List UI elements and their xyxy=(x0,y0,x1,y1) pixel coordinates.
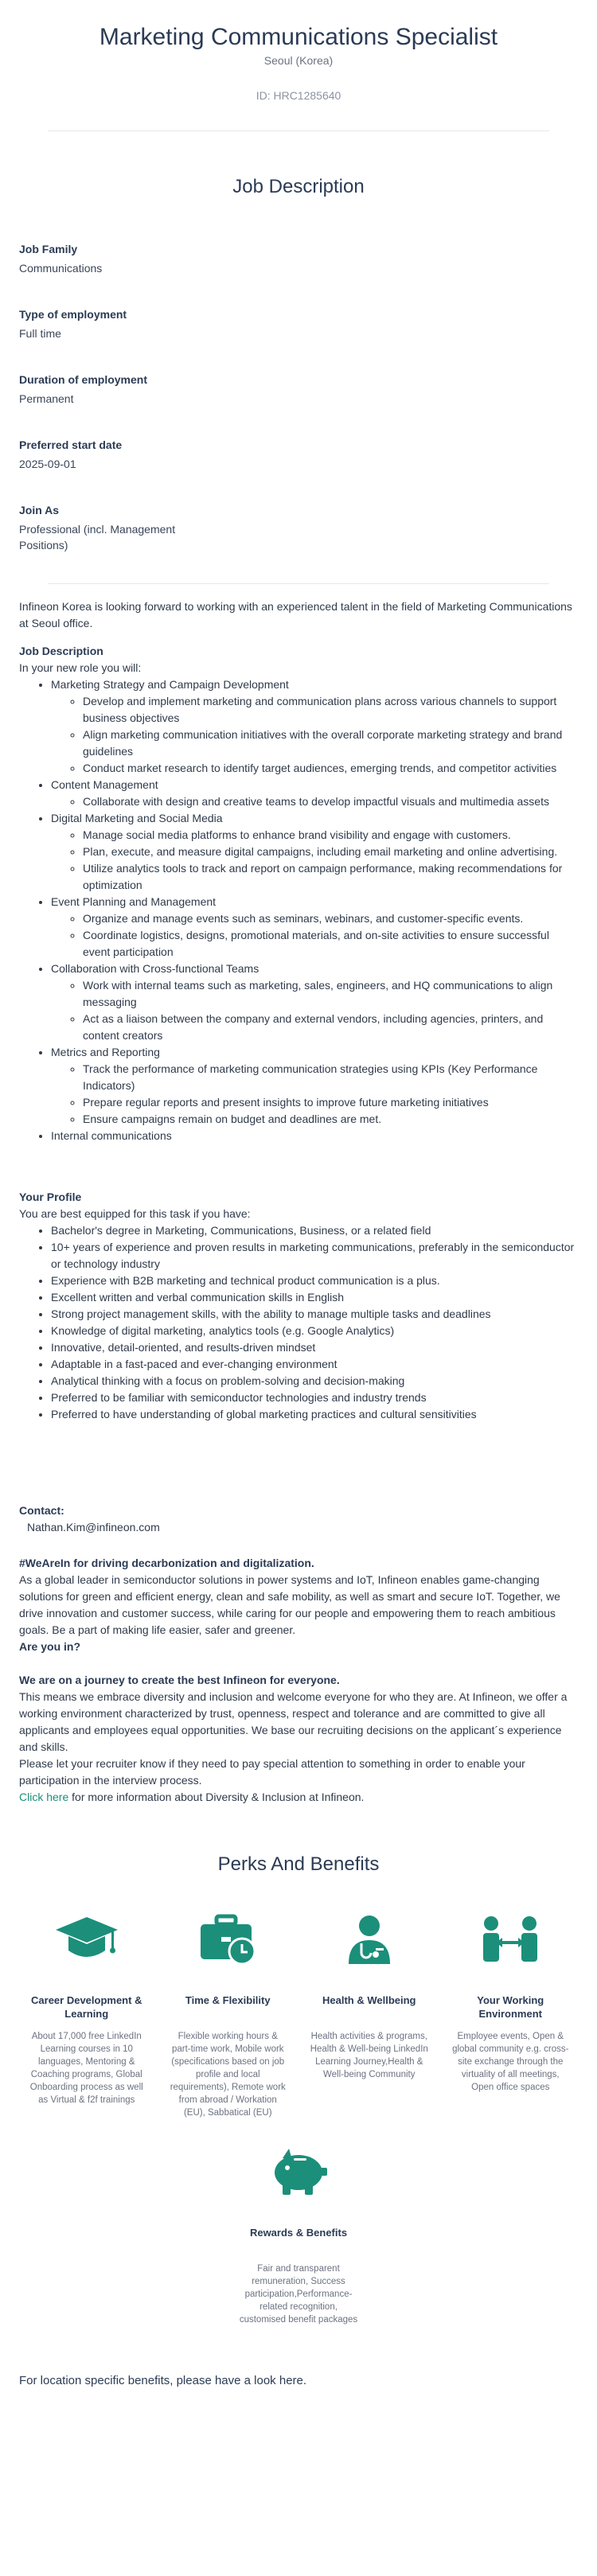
perk-description: Fair and transparent remuneration, Success participation,Performance-related recognition, customised benefit packages xyxy=(239,2264,358,2325)
perk-health xyxy=(310,1911,429,2119)
job-description-title: Job Description xyxy=(19,645,103,657)
fact-value: Professional (incl. Management Positions) xyxy=(19,523,176,551)
diversity-block xyxy=(19,1672,578,1806)
sub-list xyxy=(51,977,578,1044)
about-title: #WeAreIn for driving decarbonization and digitalization. xyxy=(19,1557,314,1569)
perk-title: Time & Flexibility xyxy=(185,1994,271,2006)
sub-list-item: ◦ Align marketing communication initiatives with the overall corporate marketing strategy and brand guidelines xyxy=(83,727,578,760)
job-description-block xyxy=(19,643,578,1144)
contact-label: Contact: xyxy=(19,1504,64,1517)
job-id: ID: HRC1285640 xyxy=(256,89,341,102)
job-body xyxy=(0,598,597,1806)
fact-job-family xyxy=(19,241,202,276)
fact-value: Communications xyxy=(19,262,103,275)
perk-description: Employee events, Open & global community e.g. cross-site exchange through the virtuality of all meetings, Open office spaces xyxy=(452,2032,569,2092)
fact-label: Join As xyxy=(19,504,60,516)
sub-list xyxy=(51,793,578,810)
diversity-link-line xyxy=(19,1789,578,1806)
fact-join-as xyxy=(19,502,202,553)
list-item xyxy=(51,961,578,1044)
perk-time xyxy=(168,1911,287,2119)
piggy-bank-icon xyxy=(239,2143,358,2200)
divider xyxy=(48,583,549,584)
sub-list xyxy=(51,827,578,894)
perk-title: Your Working Environment xyxy=(477,1994,544,2020)
item-label: Internal communications xyxy=(51,1129,172,1142)
sub-list-item: ◦ Coordinate logistics, designs, promotional materials, and on-site activities to ensure successful event participation xyxy=(83,927,578,961)
item-label: Digital Marketing and Social Media xyxy=(51,812,223,824)
sub-list-item: ◦ Ensure campaigns remain on budget and deadlines are met. xyxy=(83,1111,578,1128)
list-item xyxy=(51,810,578,894)
list-item xyxy=(51,1128,578,1144)
about-block xyxy=(19,1555,578,1655)
item-label: Content Management xyxy=(51,778,158,791)
fact-start-date xyxy=(19,437,202,472)
sub-list xyxy=(51,693,578,777)
perk-rewards xyxy=(239,2143,358,2326)
perk-description: Health activities & programs, Health & Well-being LinkedIn Learning Journey,Health & Well-being Community xyxy=(310,2032,428,2079)
profile-title: Your Profile xyxy=(19,1191,82,1203)
fact-value: Full time xyxy=(19,327,61,340)
list-item xyxy=(51,894,578,961)
diversity-title: We are on a journey to create the best Infineon for everyone. xyxy=(19,1674,340,1686)
list-item: • Strong project management skills, with the ability to manage multiple tasks and deadlines xyxy=(51,1306,578,1323)
sub-list-item: ◦ Organize and manage events such as seminars, webinars, and customer-specific events. xyxy=(83,910,578,927)
sub-list-item: ◦ Work with internal teams such as marketing, sales, engineers, and HQ communications to align messaging xyxy=(83,977,578,1011)
fact-type-of-employment xyxy=(19,306,202,341)
list-item: • Preferred to have understanding of global marketing practices and cultural sensitivities xyxy=(51,1406,578,1423)
sub-list xyxy=(51,910,578,961)
list-item: • Adaptable in a fast-paced and ever-changing environment xyxy=(51,1356,578,1373)
fact-label: Job Family xyxy=(19,243,78,255)
sub-list-item: ◦ Manage social media platforms to enhance brand visibility and engage with customers. xyxy=(83,827,578,844)
list-item xyxy=(51,777,578,810)
sub-list-item: ◦ Plan, execute, and measure digital campaigns, including email marketing and online advertising. xyxy=(83,844,578,860)
diversity-text: This means we embrace diversity and inclusion and welcome everyone for who they are. At Infineon, we offer a working environment characterized by trust, openness, respect and tolerance and are committed to give all applicants and employees equal opportunities. We base our recruiting decisions on the applicant´s experience and skills. xyxy=(19,1690,568,1753)
job-title: Marketing Communications Specialist xyxy=(99,24,498,50)
list-item: • 10+ years of experience and proven results in marketing communications, preferably in the semiconductor or technology industry xyxy=(51,1239,578,1272)
job-facts xyxy=(0,241,202,553)
list-item: • Innovative, detail-oriented, and results-driven mindset xyxy=(51,1339,578,1356)
sub-list-item: ◦ Act as a liaison between the company and external vendors, including agencies, printers, and content creators xyxy=(83,1011,578,1044)
list-item: • Analytical thinking with a focus on problem-solving and decision-making xyxy=(51,1373,578,1389)
perk-title: Career Development & Learning xyxy=(31,1994,142,2020)
sub-list-item: ◦ Collaborate with design and creative teams to develop impactful visuals and multimedia assets xyxy=(83,793,578,810)
job-location: Seoul (Korea) xyxy=(263,54,334,67)
list-item xyxy=(51,676,578,777)
perks-row xyxy=(0,1911,597,2119)
sub-list-item: ◦ Track the performance of marketing communication strategies using KPIs (Key Performance Indicators) xyxy=(83,1061,578,1094)
contact-email[interactable]: Nathan.Kim@infineon.com xyxy=(27,1521,160,1534)
perk-description: Flexible working hours & part-time work, Mobile work (specifications based on job profile and local requirements), Remote work from abroad / Workation (EU), Sabbatical (EU) xyxy=(170,2032,286,2118)
job-header xyxy=(0,0,597,102)
perk-title: Health & Wellbeing xyxy=(322,1994,416,2006)
sub-list-item: ◦ Prepare regular reports and present insights to improve future marketing initiatives xyxy=(83,1094,578,1111)
fact-label: Duration of employment xyxy=(19,373,148,386)
item-label: Metrics and Reporting xyxy=(51,1046,160,1058)
perk-title: Rewards & Benefits xyxy=(249,2227,348,2239)
location-benefits-note[interactable]: For location specific benefits, please have a look here. xyxy=(19,2374,307,2387)
fact-value: 2025-09-01 xyxy=(19,458,76,470)
about-text: As a global leader in semiconductor solutions in power systems and IoT, Infineon enables game-changing solutions for green and efficient energy, clean and safe mobility, as well as smart and secure IoT. Together, we drive innovation and customer success, while caring for our people and empowering them to reach ambitious goals. Be a part of making life easier, safer and greener. xyxy=(19,1573,560,1636)
item-label: Marketing Strategy and Campaign Development xyxy=(51,678,289,691)
intro-text: Infineon Korea is looking forward to working with an experienced talent in the field of Marketing Communications at Seoul office. xyxy=(19,600,572,629)
requirements-list xyxy=(19,1222,578,1423)
fact-duration xyxy=(19,372,202,407)
contact-block xyxy=(19,1502,578,1536)
perk-description: About 17,000 free LinkedIn Learning courses in 10 languages, Mentoring & Coaching programs, Global Onboarding process as well as Virtual & f2f trainings xyxy=(29,2032,143,2105)
list-item: • Knowledge of digital marketing, analytics tools (e.g. Google Analytics) xyxy=(51,1323,578,1339)
diversity-note: Please let your recruiter know if they need to pay special attention to something in order to enable your participation in the interview process. xyxy=(19,1757,525,1787)
diversity-link[interactable]: Click here xyxy=(19,1791,69,1803)
list-item xyxy=(51,1044,578,1128)
people-exchange-icon xyxy=(451,1911,570,1968)
responsibilities-list xyxy=(19,676,578,1144)
fact-label: Type of employment xyxy=(19,308,127,321)
perks-title: Perks And Benefits xyxy=(217,1853,380,1875)
list-item: • Excellent written and verbal communication skills in English xyxy=(51,1289,578,1306)
doctor-icon xyxy=(310,1911,429,1968)
profile-block xyxy=(19,1189,578,1423)
graduation-cap-icon xyxy=(27,1911,146,1968)
sub-list-item: ◦ Utilize analytics tools to track and report on campaign performance, making recommendations for optimization xyxy=(83,860,578,894)
fact-label: Preferred start date xyxy=(19,438,123,451)
profile-lead: You are best equipped for this task if you have: xyxy=(19,1207,251,1220)
fact-value: Permanent xyxy=(19,392,74,405)
list-item: • Bachelor's degree in Marketing, Communications, Business, or a related field xyxy=(51,1222,578,1239)
diversity-link-tail: for more information about Diversity & Inclusion at Infineon. xyxy=(68,1791,365,1803)
item-label: Event Planning and Management xyxy=(51,895,217,908)
sub-list-item: ◦ Conduct market research to identify target audiences, emerging trends, and competitor activities xyxy=(83,760,578,777)
sub-list-item: ◦ Develop and implement marketing and communication plans across various channels to support business objectives xyxy=(83,693,578,727)
about-question: Are you in? xyxy=(19,1640,81,1653)
list-item: • Preferred to be familiar with semiconductor technologies and industry trends xyxy=(51,1389,578,1406)
perk-environment xyxy=(451,1911,570,2119)
perk-career xyxy=(27,1911,146,2119)
list-item: • Experience with B2B marketing and technical product communication is a plus. xyxy=(51,1272,578,1289)
job-description-heading: Job Description xyxy=(232,176,365,197)
briefcase-clock-icon xyxy=(168,1911,287,1968)
sub-list xyxy=(51,1061,578,1128)
perks-row-2 xyxy=(0,2143,597,2326)
item-label: Collaboration with Cross-functional Teams xyxy=(51,962,259,975)
job-description-lead: In your new role you will: xyxy=(19,661,142,674)
